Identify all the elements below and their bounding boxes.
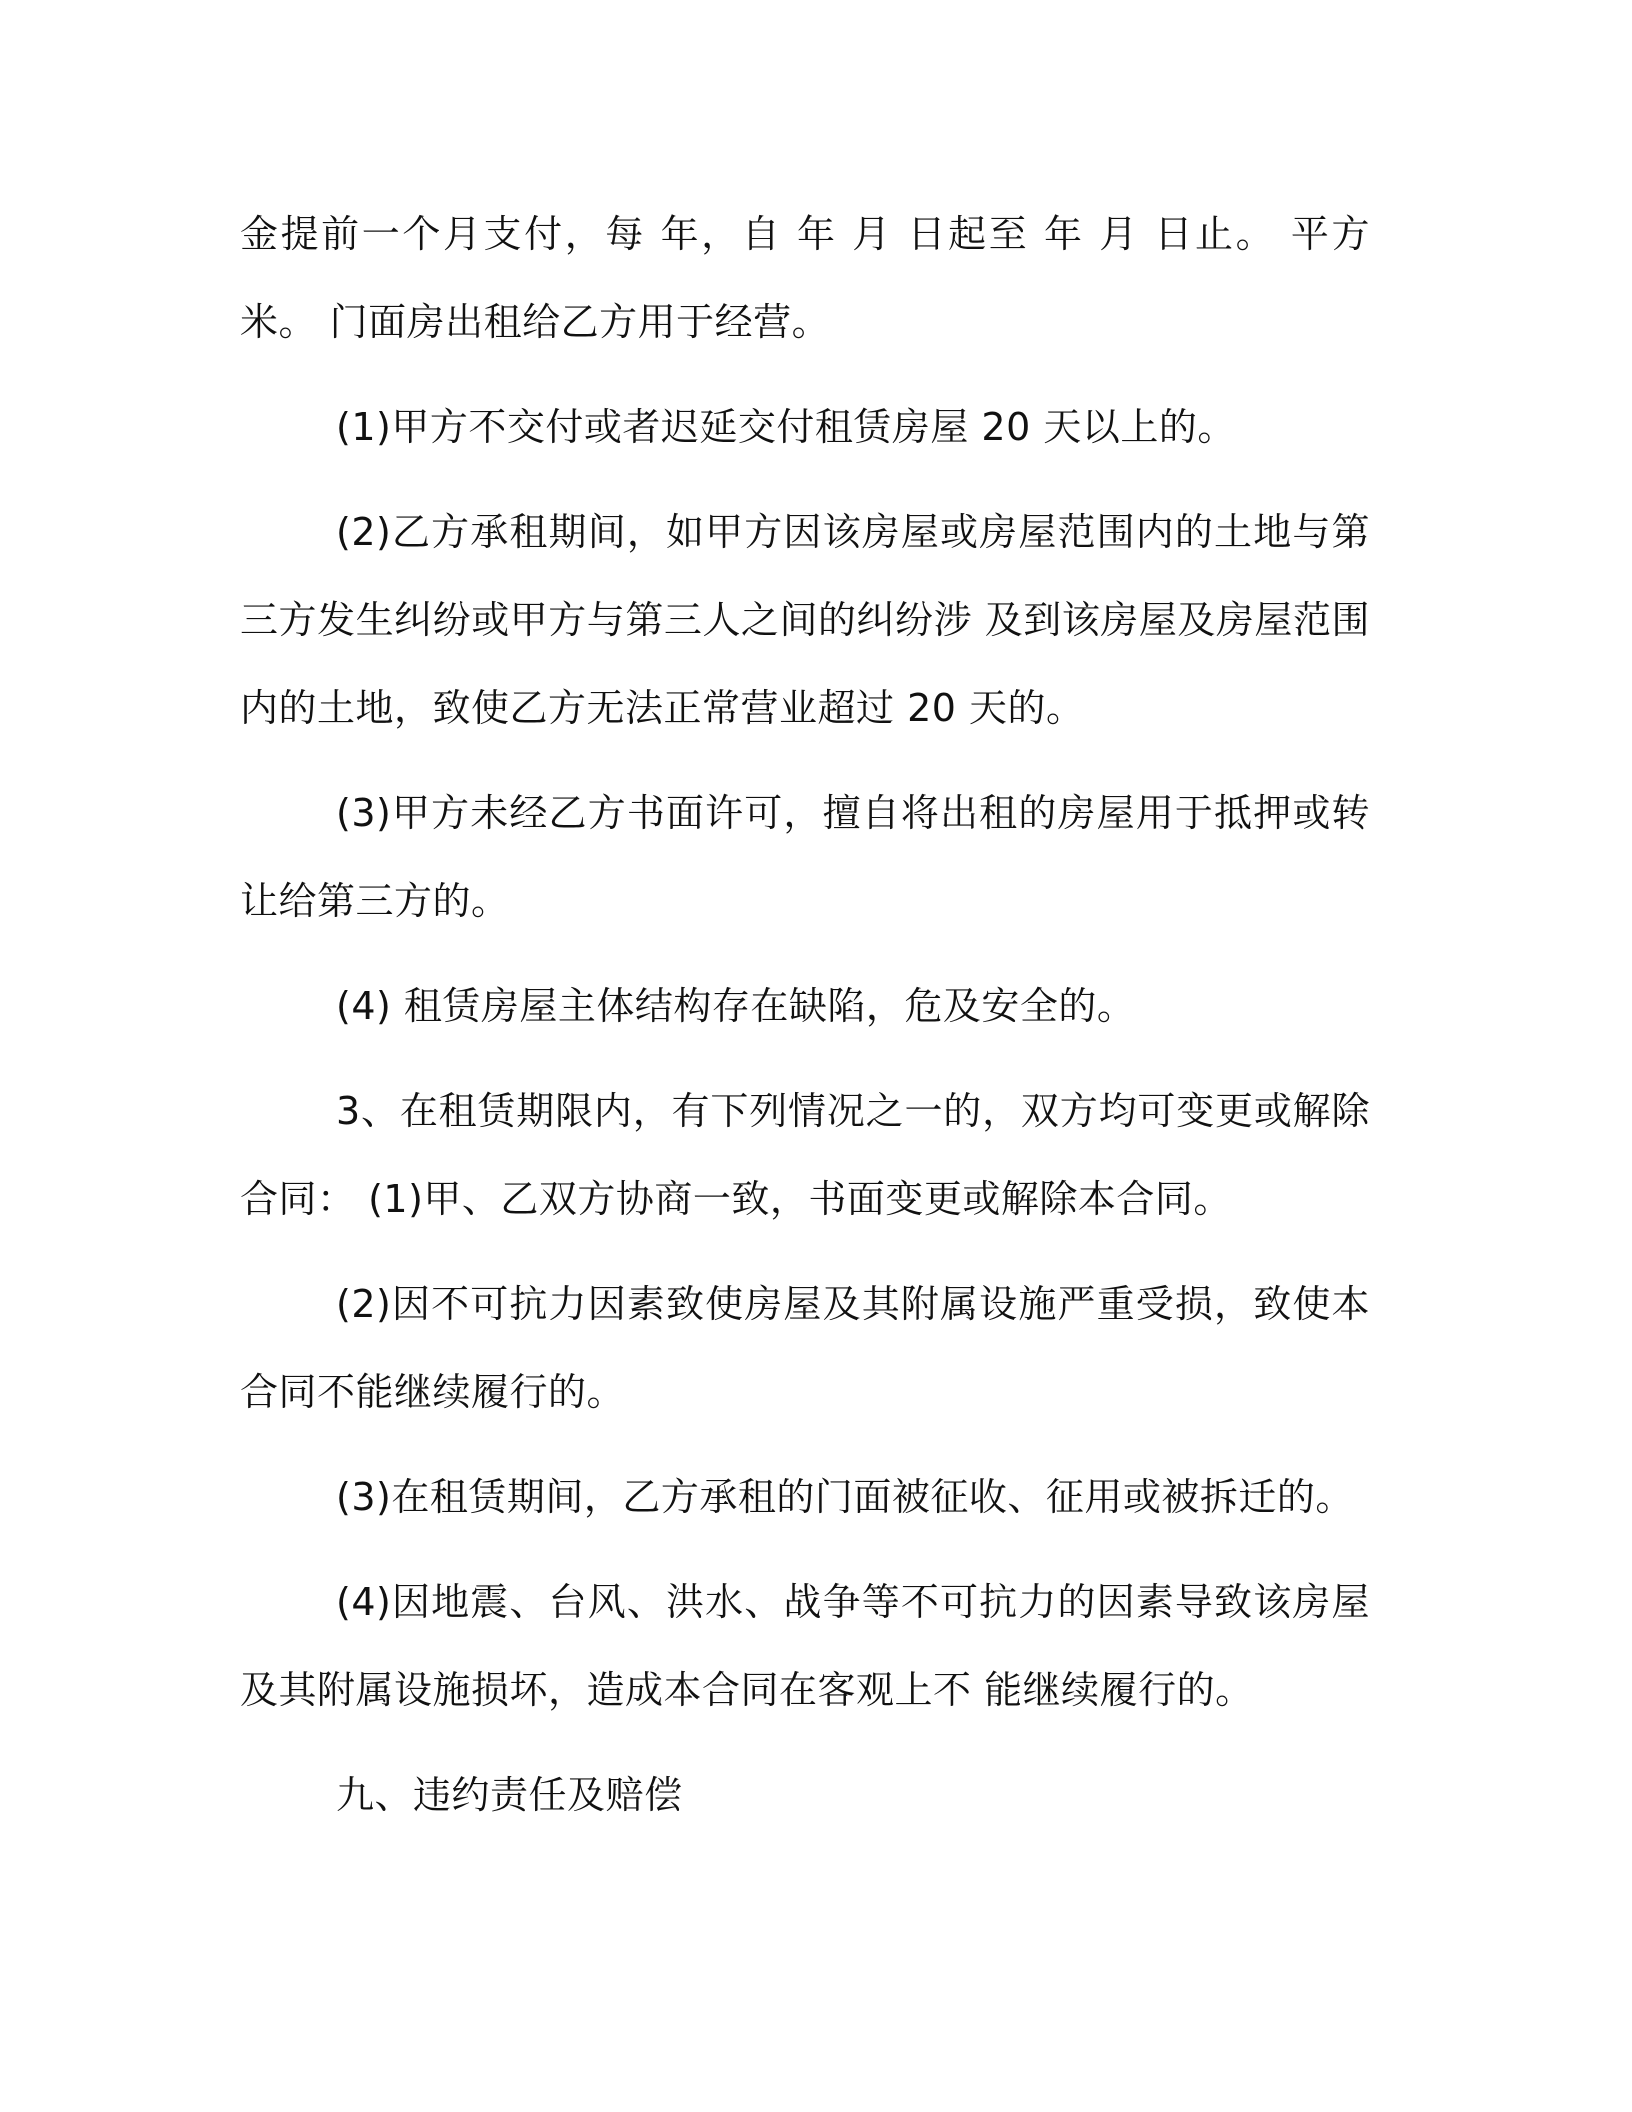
section-heading-breach-liability: 九、违约责任及赔偿 [336, 1773, 683, 1817]
paragraph-item-1: (1)甲方不交付或者迟延交付租赁房屋 20 天以上的。 [336, 405, 1236, 449]
paragraph-clause-3-item-2: (2)因不可抗力因素致使房屋及其附属设施严重受损，致使本合同不能继续履行的。 [240, 1282, 1370, 1414]
paragraph-clause-3-item-4: (4)因地震、台风、洪水、战争等不可抗力的因素导致该房屋及其附属设施损坏，造成本合同在客观上不 能继续履行的。 [240, 1580, 1370, 1712]
document-body [240, 190, 1370, 1856]
paragraph-item-4: (4) 租赁房屋主体结构存在缺陷，危及安全的。 [336, 984, 1136, 1028]
paragraph-clause-3: 3、在租赁期限内，有下列情况之一的，双方均可变更或解除合同： (1)甲、乙双方协商一致，书面变更或解除本合同。 [240, 1089, 1370, 1221]
paragraph-item-3: (3)甲方未经乙方书面许可，擅自将出租的房屋用于抵押或转让给第三方的。 [240, 791, 1370, 923]
paragraph-clause-3-item-3: (3)在租赁期间，乙方承租的门面被征收、征用或被拆迁的。 [336, 1475, 1354, 1519]
paragraph-item-2: (2)乙方承租期间，如甲方因该房屋或房屋范围内的土地与第三方发生纠纷或甲方与第三人之间的纠纷涉 及到该房屋及房屋范围内的土地，致使乙方无法正常营业超过 20 天的。 [240, 510, 1370, 730]
paragraph-continuation: 金提前一个月支付，每 年，自 年 月 日起至 年 月 日止。 平方米。 门面房出租给乙方用于经营。 [240, 212, 1370, 344]
